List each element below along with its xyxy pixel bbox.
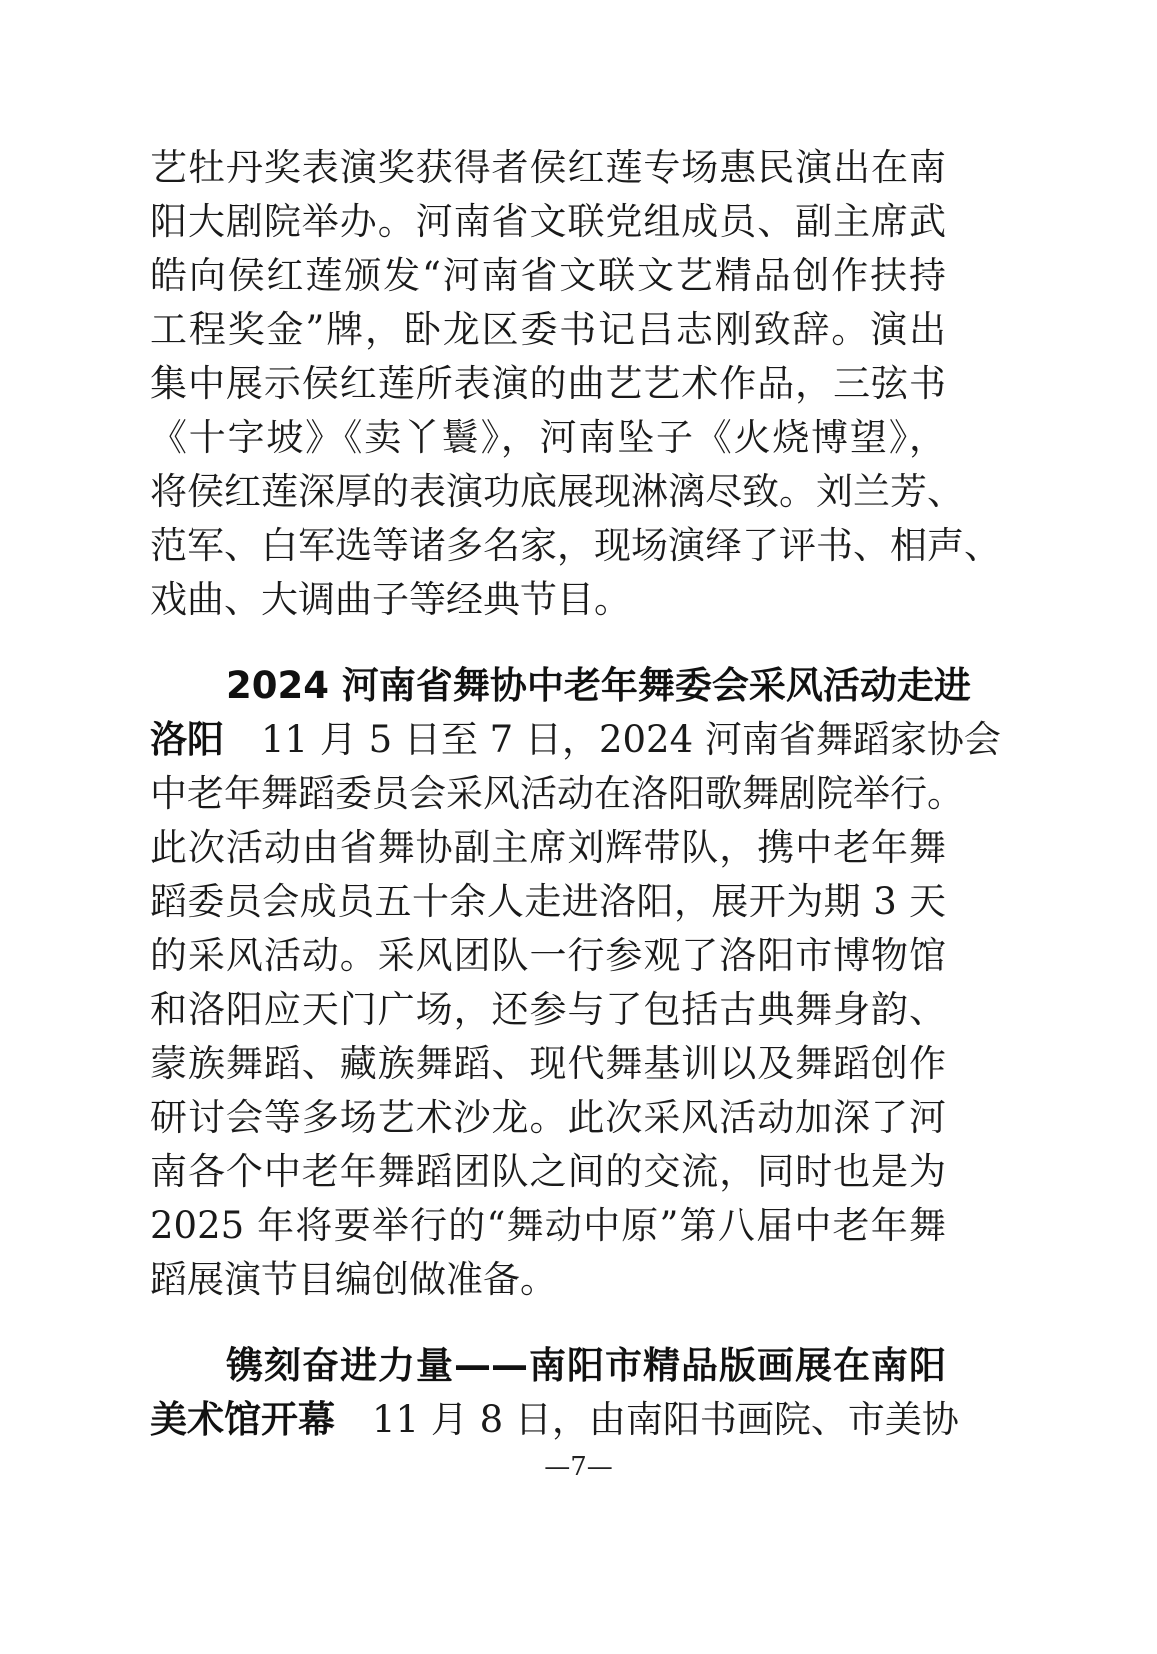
article-lead-line xyxy=(150,713,1001,767)
article-title-tail: 美术馆开幕 xyxy=(150,1398,335,1441)
paragraph-line: 工程奖金”牌，卧龙区委书记吕志刚致辞。演出 xyxy=(150,308,946,351)
article-title: 镌刻奋进力量——南阳市精品版画展在南阳 xyxy=(226,1344,946,1387)
paragraph-line: 蹈展演节目编创做准备。 xyxy=(150,1258,557,1301)
paragraph-line: 蹈委员会成员五十余人走进洛阳，展开为期 3 天 xyxy=(150,880,946,923)
article-lead-line xyxy=(150,1393,959,1447)
paragraph-line: 和洛阳应天门广场，还参与了包括古典舞身韵、 xyxy=(150,988,946,1031)
paragraph-line: 2025 年将要举行的“舞动中原”第八届中老年舞 xyxy=(150,1204,946,1247)
paragraph-line: 此次活动由省舞协副主席刘辉带队，携中老年舞 xyxy=(150,826,946,869)
paragraph-line: 的采风活动。采风团队一行参观了洛阳市博物馆 xyxy=(150,934,946,977)
article-lead-text: 11 月 5 日至 7 日，2024 河南省舞蹈家协会 xyxy=(224,718,1001,761)
paragraph-line: 南各个中老年舞蹈团队之间的交流，同时也是为 xyxy=(150,1150,946,1193)
paragraph-line: 艺牡丹奖表演奖获得者侯红莲专场惠民演出在南 xyxy=(150,146,946,189)
paragraph-line: 中老年舞蹈委员会采风活动在洛阳歌舞剧院举行。 xyxy=(150,772,964,815)
article-title: 2024 河南省舞协中老年舞委会采风活动走进 xyxy=(226,664,971,707)
paragraph-line: 研讨会等多场艺术沙龙。此次采风活动加深了河 xyxy=(150,1096,946,1139)
article-lead-text: 11 月 8 日，由南阳书画院、市美协 xyxy=(335,1398,959,1441)
paragraph-line: 戏曲、大调曲子等经典节目。 xyxy=(150,578,631,621)
paragraph-line: 蒙族舞蹈、藏族舞蹈、现代舞基训以及舞蹈创作 xyxy=(150,1042,946,1085)
page-number: —7— xyxy=(544,1452,613,1482)
article-title-tail: 洛阳 xyxy=(150,718,224,761)
paragraph-line: 阳大剧院举办。河南省文联党组成员、副主席武 xyxy=(150,200,946,243)
paragraph-line: 《十字坡》《卖丫鬟》，河南坠子《火烧博望》， xyxy=(150,416,946,459)
paragraph-line: 皓向侯红莲颁发“河南省文联文艺精品创作扶持 xyxy=(150,254,946,297)
paragraph-line: 将侯红莲深厚的表演功底展现淋漓尽致。刘兰芳、 xyxy=(150,470,964,513)
paragraph-line: 范军、白军选等诸多名家，现场演绎了评书、相声、 xyxy=(150,524,1001,567)
paragraph-line: 集中展示侯红莲所表演的曲艺艺术作品，三弦书 xyxy=(150,362,946,405)
